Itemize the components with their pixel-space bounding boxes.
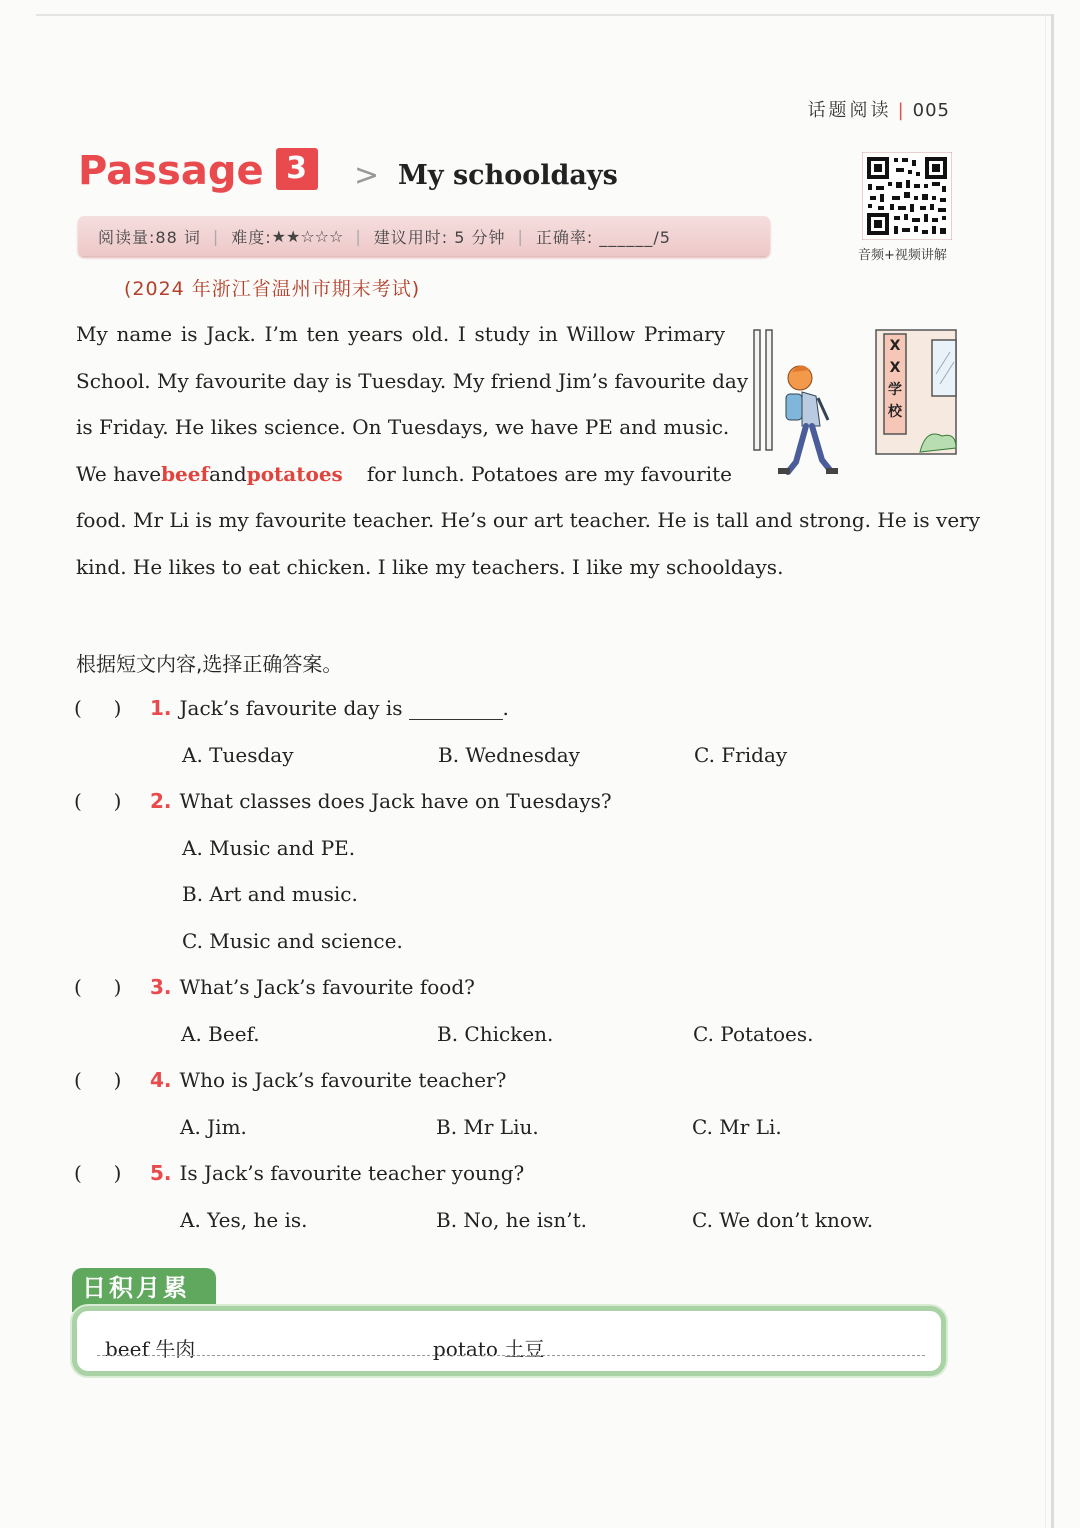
passage-text: We have — [76, 462, 162, 486]
header-divider: | — [897, 100, 907, 121]
vocab-section-title: 日积月累 — [72, 1268, 216, 1312]
highlight-word-potatoes: potatoes — [246, 462, 343, 486]
passage-line-2: School. My favourite day is Tuesday. My friend Jim’s favourite day — [76, 369, 749, 393]
passage-line-6: kind. He likes to eat chicken. I like my teachers. I like my schooldays. — [76, 555, 784, 579]
option-b[interactable]: B. Chicken. — [437, 1022, 554, 1046]
answer-paren[interactable]: ( ) — [74, 789, 122, 813]
option-a[interactable]: A. Tuesday — [182, 743, 294, 767]
info-divider: | — [355, 226, 362, 246]
question-text: What’s Jack’s favourite food? — [179, 975, 475, 999]
option-a[interactable]: A. Beef. — [181, 1022, 260, 1046]
option-a[interactable]: A. Yes, he is. — [180, 1208, 308, 1232]
option-b[interactable]: B. Mr Liu. — [436, 1115, 539, 1139]
passage-line-3: is Friday. He likes science. On Tuesdays, we have PE and music. — [76, 415, 730, 439]
passage-text: for lunch. Potatoes are my favourite — [366, 462, 732, 486]
question-2 — [74, 789, 612, 813]
answer-paren[interactable]: ( ) — [74, 1068, 122, 1092]
passage-line-1: My name is Jack. I’m ten years old. I study in Willow Primary — [76, 322, 725, 346]
instruction: 根据短文内容,选择正确答案。 — [76, 652, 343, 676]
question-3 — [74, 975, 475, 999]
passage-number-badge: 3 — [276, 148, 318, 190]
passage-line-4 — [76, 462, 732, 486]
question-4 — [74, 1068, 506, 1092]
question-number: 3. — [150, 975, 172, 999]
running-header — [808, 96, 950, 122]
vocab-box — [72, 1306, 946, 1376]
passage-label: Passage — [78, 148, 264, 194]
answer-paren[interactable]: ( ) — [74, 696, 122, 720]
answer-blank[interactable] — [409, 701, 503, 720]
question-end: . — [502, 696, 509, 720]
question-number: 4. — [150, 1068, 172, 1092]
vocab-item-beef: beef 牛肉 — [105, 1337, 196, 1361]
question-5 — [74, 1161, 524, 1185]
option-c[interactable]: C. Music and science. — [182, 929, 403, 953]
option-b[interactable]: B. Wednesday — [438, 743, 580, 767]
sign-char-1: X — [889, 338, 901, 354]
info-divider: | — [212, 226, 220, 246]
page-right-edge — [1051, 14, 1054, 1528]
question-number: 5. — [150, 1161, 172, 1185]
accuracy-field: 正确率: ______/5 — [535, 227, 671, 247]
page-right-edge-shadow — [1045, 14, 1046, 1528]
qr-label: 音频+视频讲解 — [858, 248, 947, 263]
question-text: What classes does Jack have on Tuesdays? — [179, 789, 612, 813]
option-c[interactable]: C. Friday — [694, 743, 788, 767]
word-count: 阅读量:88 词 — [98, 227, 201, 247]
page-number: 005 — [912, 100, 950, 121]
question-1 — [74, 696, 509, 720]
option-c[interactable]: C. Potatoes. — [693, 1022, 814, 1046]
exam-source: (2024 年浙江省温州市期末考试) — [124, 278, 421, 300]
question-number: 2. — [150, 789, 172, 813]
option-a[interactable]: A. Music and PE. — [182, 836, 356, 860]
answer-paren[interactable]: ( ) — [74, 975, 122, 999]
difficulty-stars-icon: ★★☆☆☆ — [271, 226, 344, 246]
boy-walking-to-school-illustration — [748, 324, 958, 484]
option-a[interactable]: A. Jim. — [180, 1115, 247, 1139]
sign-char-2: X — [889, 360, 901, 376]
passage-title: My schooldays — [398, 160, 618, 191]
option-b[interactable]: B. No, he isn’t. — [436, 1208, 588, 1232]
section-name: 话题阅读 — [807, 100, 892, 121]
question-text: Jack’s favourite day is — [179, 696, 403, 720]
chevron-right-icon: > — [354, 158, 380, 193]
highlight-word-beef: beef — [161, 462, 210, 486]
passage-text: and — [209, 462, 247, 486]
passage-heading — [78, 148, 318, 194]
sign-char-3: 学 — [888, 382, 902, 398]
dashed-divider — [97, 1355, 925, 1356]
question-text: Who is Jack’s favourite teacher? — [179, 1068, 507, 1092]
passage-line-5: food. Mr Li is my favourite teacher. He’s our art teacher. He is tall and strong. He is very — [76, 508, 981, 532]
info-divider: | — [517, 226, 524, 246]
sign-char-4: 校 — [888, 404, 902, 420]
page-top-edge — [36, 14, 1054, 16]
vocab-item-potato: potato 土豆 — [433, 1337, 545, 1361]
question-text: Is Jack’s favourite teacher young? — [179, 1161, 525, 1185]
option-c[interactable]: C. Mr Li. — [692, 1115, 782, 1139]
question-number: 1. — [150, 696, 172, 720]
option-b[interactable]: B. Art and music. — [182, 882, 358, 906]
option-c[interactable]: C. We don’t know. — [692, 1208, 874, 1232]
qr-code-icon[interactable] — [862, 152, 952, 240]
reading-info-bar — [78, 216, 770, 256]
answer-paren[interactable]: ( ) — [74, 1161, 122, 1185]
difficulty-label: 难度: — [231, 227, 272, 247]
suggested-time: 建议用时: 5 分钟 — [373, 227, 506, 247]
